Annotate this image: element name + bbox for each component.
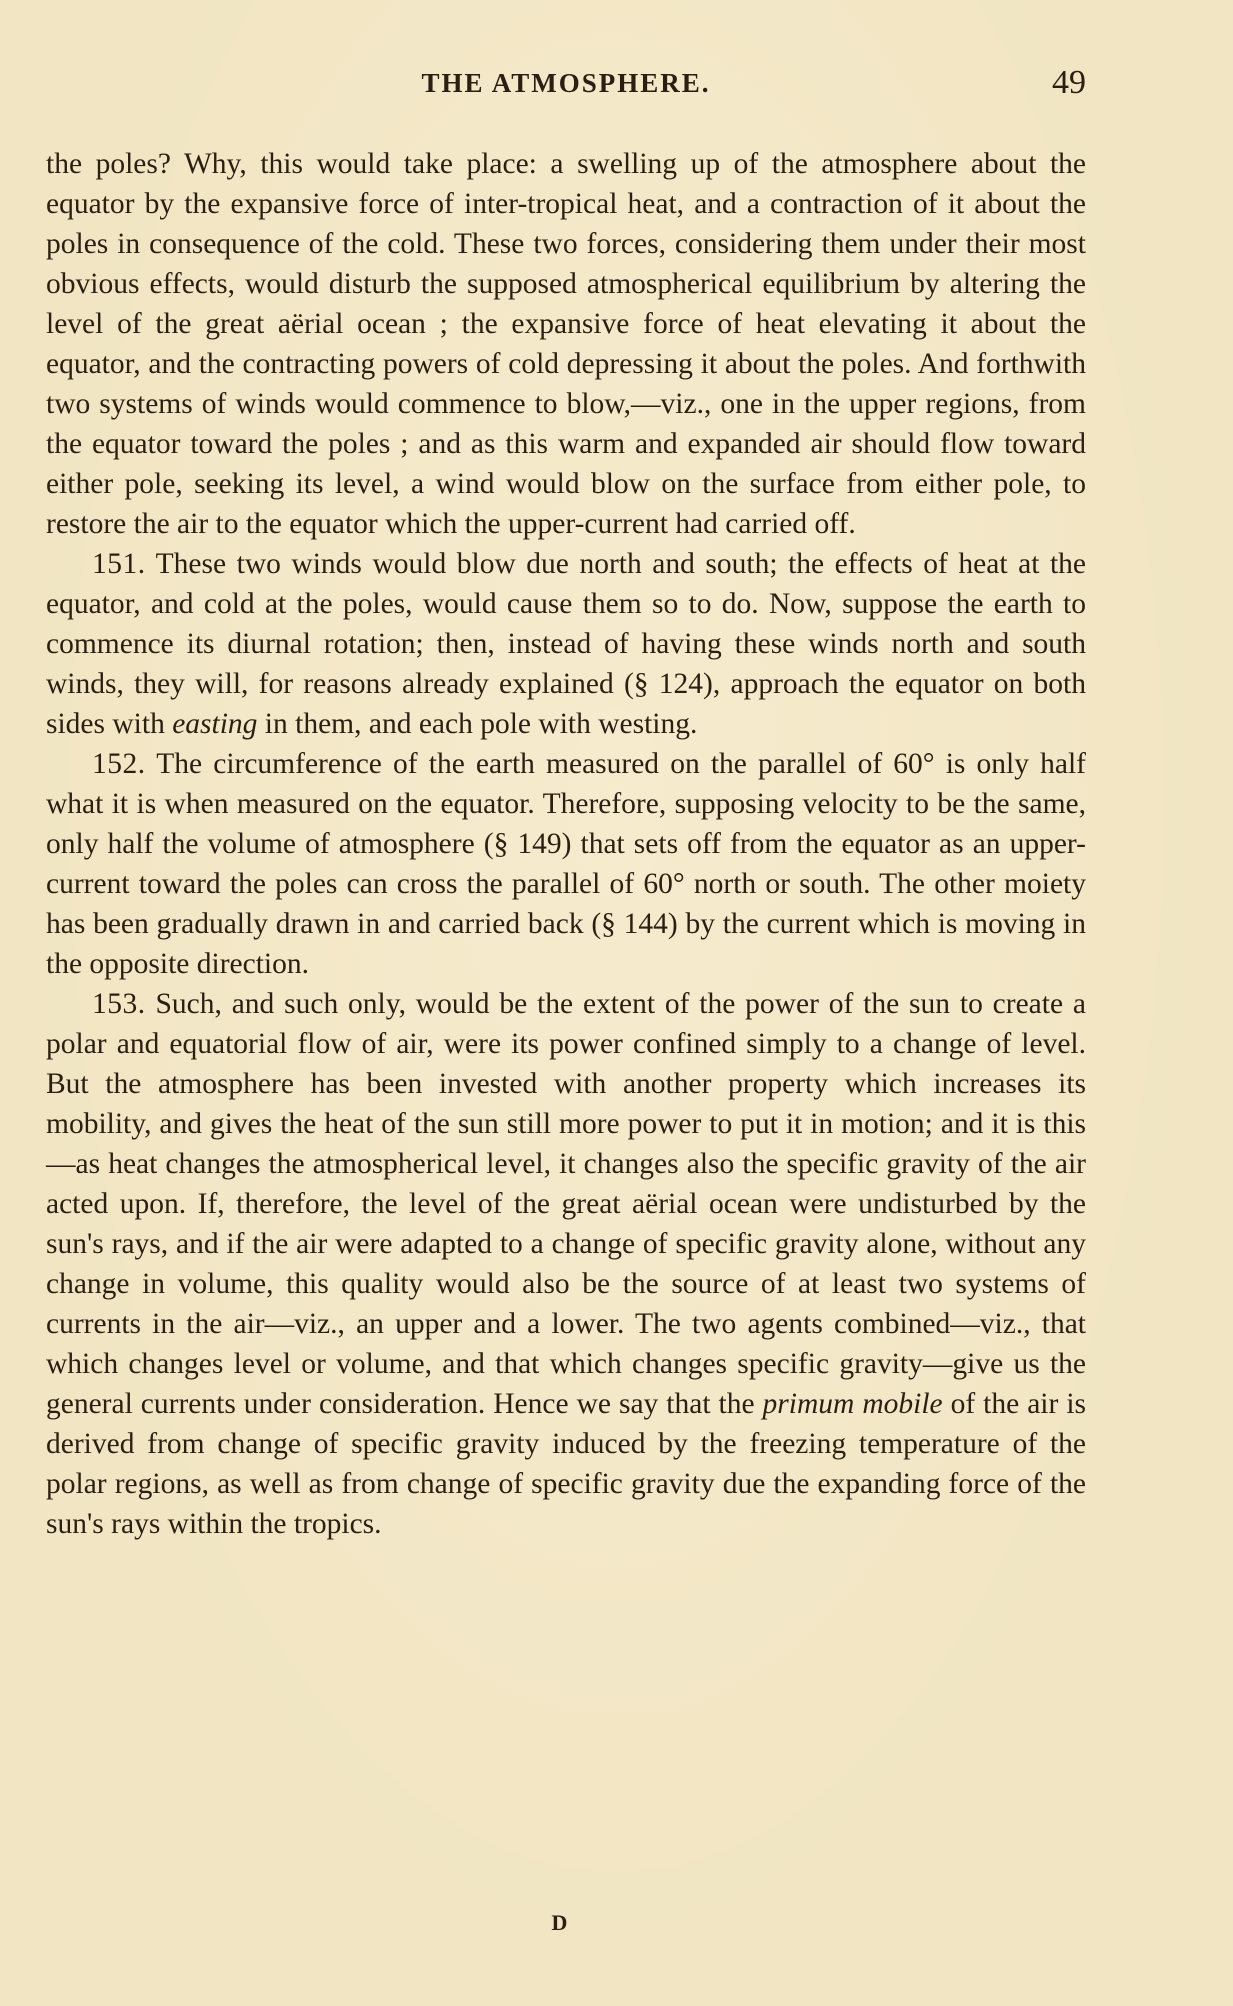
running-title: THE ATMOSPHERE. bbox=[421, 68, 711, 98]
paragraph-text: the poles? Why, this would take place: a swelling up of the atmosphere about the equator by the expansive force of inter-tropical heat, and a contraction of it about the poles in consequence of the cold. These two forces, considering them under their most obvious effects, would disturb the supposed atmospherical equilibrium by altering the level of the great aërial ocean ; the expansive force of heat elevating it about the equator, and the contracting powers of cold depressing it about the poles. And forthwith two systems of winds would commence to blow,—viz., one in the upper regions, from the equator toward the poles ; and as this warm and expanded air should flow toward either pole, seeking its level, a wind would blow on the surface from either pole, to restore the air to the equator which the upper-current had carried off. bbox=[46, 148, 1086, 540]
paragraph-text: The circumference of the earth measured on the parallel of 60° is only half what it is when measured on the equator. Therefore, supposing velocity to be the same, only half the volume of atmosphere (§ 149) that sets off from the equator as an upper-current toward the poles can cross the parallel of 60° north or south. The other moiety has been gradually drawn in and carried back (§ 144) by the current which is moving in the opposite direction. bbox=[46, 748, 1086, 980]
signature-mark: D bbox=[551, 1910, 569, 1935]
paragraph-number: 151. bbox=[92, 548, 146, 580]
paragraph-number: 153. bbox=[92, 988, 146, 1020]
paragraph-152 bbox=[46, 744, 1086, 984]
paragraph-151 bbox=[46, 544, 1086, 744]
page-number: 49 bbox=[1052, 64, 1086, 101]
paragraph-text: These two winds would blow due north and south; the effects of heat at the equator, and cold at the poles, would cause them so to do. Now, suppose the earth to commence its diurnal rotation; then, instead of having these winds north and south winds, they will, for reasons already explained (§ 124), approach the equator on both sides with bbox=[46, 548, 1086, 740]
paragraph-153 bbox=[46, 984, 1086, 1544]
emphasis-text: primum mobile bbox=[762, 1388, 943, 1420]
paragraph-number: 152. bbox=[92, 748, 146, 780]
body-text bbox=[46, 144, 1086, 1544]
paragraph-text: Such, and such only, would be the extent of the power of the sun to create a polar and equatorial flow of air, were its power confined simply to a change of level. But the atmosphere has been invested with another property which increases its mobility, and gives the heat of the sun still more power to put it in motion; and it is this—as heat changes the atmospherical level, it changes also the specific gravity of the air acted upon. If, therefore, the level of the great aërial ocean were undisturbed by the sun's rays, and if the air were adapted to a change of specific gravity alone, without any change in volume, this quality would also be the source of at least two systems of currents in the air—viz., an upper and a lower. The two agents combined—viz., that which changes level or volume, and that which changes specific gravity—give us the general currents under consideration. Hence we say that the bbox=[46, 988, 1086, 1420]
paragraph-text: of the air is derived from change of specific gravity induced by the freezing temperature of the polar regions, as well as from change of specific gravity due the expanding force of the sun's rays within the tropics. bbox=[46, 1388, 1087, 1540]
paragraph-continuation bbox=[46, 144, 1086, 544]
page-header bbox=[46, 64, 1086, 108]
emphasis-text: easting bbox=[172, 708, 258, 740]
paragraph-text: in them, and each pole with westing. bbox=[257, 708, 698, 740]
